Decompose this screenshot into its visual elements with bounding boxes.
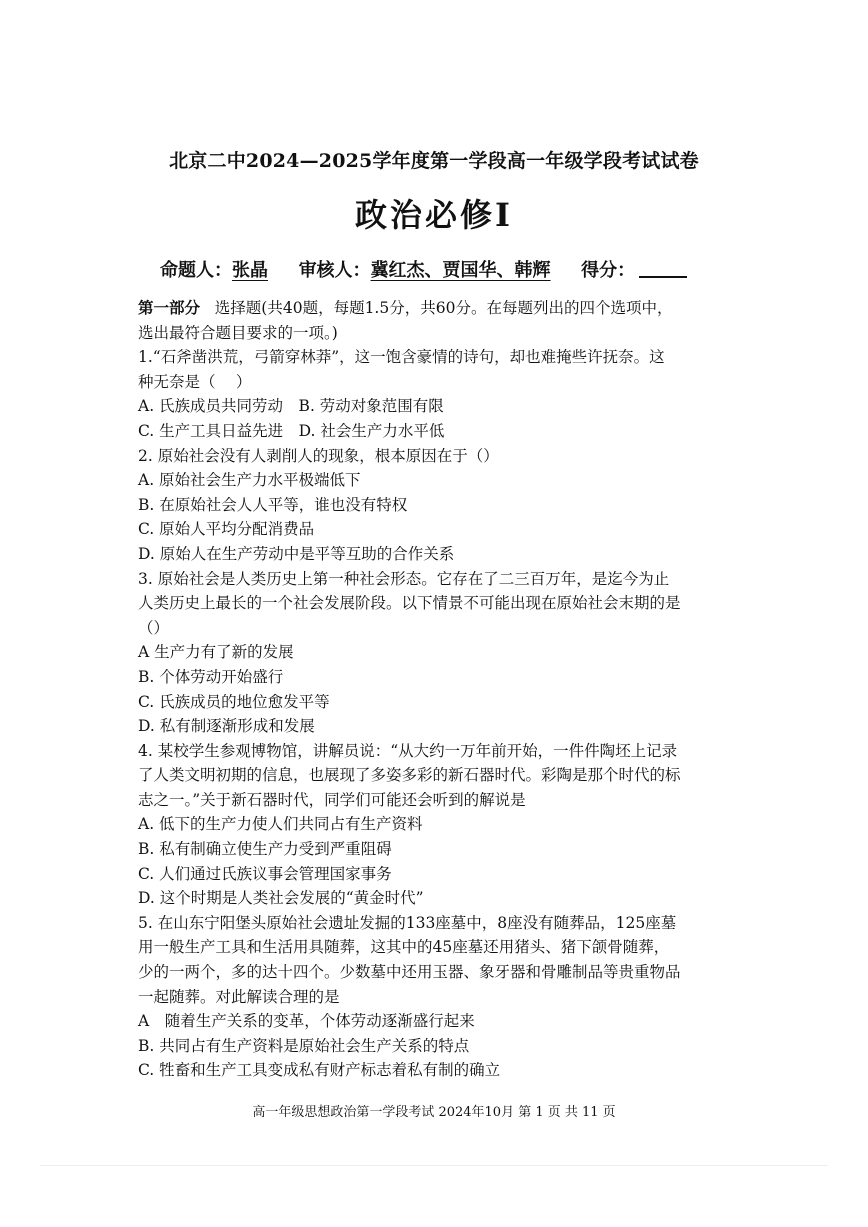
section-label: 第一部分	[138, 298, 201, 317]
text-line: C. 生产工具日益先进 D. 社会生产力水平低	[138, 421, 445, 440]
author-name: 张晶	[232, 260, 268, 281]
question-lines	[138, 345, 728, 1083]
text-line: 2. 原始社会没有人剥削人的现象，根本原因在于（）	[138, 446, 499, 465]
text-line: D. 原始人在生产劳动中是平等互助的合作关系	[138, 544, 455, 563]
text-line: A 随着生产关系的变革，个体劳动逐渐盛行起来	[138, 1012, 475, 1031]
text-line: B. 共同占有生产资料是原始社会生产关系的特点	[138, 1036, 470, 1055]
text-line: A. 氏族成员共同劳动 B. 劳动对象范围有限	[138, 397, 444, 416]
section-instruction	[138, 296, 728, 321]
reviewer-label: 审核人：	[298, 260, 371, 281]
text-line: 用一般生产工具和生活用具随葬，这其中的45座墓还用猪头、猪下颌骨随葬，	[138, 938, 670, 957]
text-line: C. 氏族成员的地位愈发平等	[138, 692, 330, 711]
text-line: 少的一两个，多的达十四个。少数墓中还用玉器、象牙器和骨雕制品等贵重物品	[138, 963, 681, 982]
text-line: 一起随葬。对此解读合理的是	[138, 987, 340, 1006]
text-line: C. 牲畜和生产工具变成私有财产标志着私有制的确立	[138, 1061, 501, 1080]
text-line: A. 原始社会生产力水平极端低下	[138, 471, 361, 490]
text-line: D. 这个时期是人类社会发展的“黄金时代”	[138, 889, 424, 908]
bottom-rule	[40, 1165, 828, 1166]
school-title: 北京二中2024—2025学年度第一学段高一年级学段考试试卷	[169, 150, 699, 172]
subject-title: 政治必修Ⅰ	[355, 196, 513, 234]
text-line: 种无奈是（ ）	[138, 372, 252, 391]
section-instruction-line2: 选出最符合题目要求的一项。)	[138, 323, 338, 342]
text-line: 5. 在山东宁阳堡头原始社会遗址发掘的133座墓中，8座没有随葬品，125座墓	[138, 913, 677, 932]
text-line: C. 原始人平均分配消费品	[138, 520, 315, 539]
text-line: 人类历史上最长的一个社会发展阶段。以下情景不可能出现在原始社会末期的是	[138, 594, 681, 613]
text-line: B. 在原始社会人人平等，谁也没有特权	[138, 495, 408, 514]
text-line: 了人类文明初期的信息，也展现了多姿多彩的新石器时代。彩陶是那个时代的标	[138, 766, 681, 785]
text-line: 4. 某校学生参观博物馆，讲解员说：“从大约一万年前开始，一件件陶坯上记录	[138, 741, 678, 760]
score-blank	[639, 258, 687, 278]
text-line: D. 私有制逐渐形成和发展	[138, 717, 315, 736]
section-instruction-line1: 选择题(共40题，每题1.5分，共60分。在每题列出的四个选项中，	[214, 299, 673, 317]
text-line: A 生产力有了新的发展	[138, 643, 294, 662]
author-label: 命题人：	[160, 260, 232, 281]
text-line: B. 私有制确立使生产力受到严重阻碍	[138, 840, 392, 859]
score-label: 得分：	[581, 260, 636, 281]
text-line: 3. 原始社会是人类历史上第一种社会形态。它存在了二三百万年，是迄今为止	[138, 569, 670, 588]
page-footer: 高一年级思想政治第一学段考试 2024年10月 第 1 页 共 11 页	[252, 1105, 616, 1120]
author-line	[160, 256, 687, 282]
reviewer-names: 冀红杰、贾国华、韩辉	[370, 260, 551, 281]
text-line: C. 人们通过氏族议事会管理国家事务	[138, 864, 392, 883]
text-line: 1.“石斧凿洪荒，弓箭穿林莽”，这一饱含豪情的诗句，却也难掩些许抚奈。这	[138, 348, 665, 367]
text-line: A. 低下的生产力使人们共同占有生产资料	[138, 815, 423, 834]
question-body	[138, 296, 728, 1083]
text-line: 志之一。”关于新石器时代，同学们可能还会听到的解说是	[138, 790, 526, 809]
text-line: B. 个体劳动开始盛行	[138, 667, 284, 686]
text-line: （）	[138, 618, 170, 637]
